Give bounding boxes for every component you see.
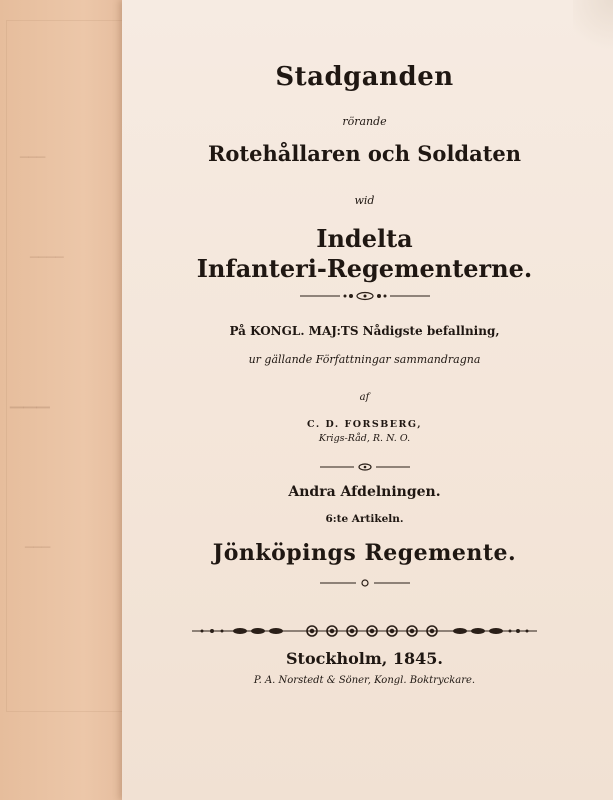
ornament-rule-icon bbox=[300, 290, 430, 302]
ornament-band bbox=[142, 623, 587, 639]
show-through-mark: ─── bbox=[20, 150, 46, 166]
compiled-line: ur gällande Författningar sammandragna bbox=[248, 353, 481, 366]
author-credentials: Krigs-Råd, R. N. O. bbox=[318, 433, 411, 444]
authority-line: På KONGL. MAJ:TS Nådigste befallning, bbox=[229, 324, 500, 338]
ornament-divider bbox=[142, 577, 587, 589]
title-page bbox=[122, 0, 613, 800]
show-through-mark: ─── bbox=[25, 540, 51, 556]
section-line: Andra Afdelningen. bbox=[288, 484, 441, 500]
show-through-mark: ──── bbox=[30, 250, 64, 266]
ornament-divider bbox=[142, 461, 587, 473]
underlying-page bbox=[0, 0, 140, 800]
by-line: af bbox=[359, 392, 370, 403]
subject-line: Rotehållaren och Soldaten bbox=[207, 141, 522, 166]
printer-line: P. A. Norstedt & Söner, Kongl. Boktryckare. bbox=[253, 675, 476, 686]
article-line: 6:te Artikeln. bbox=[325, 513, 404, 525]
floral-ornament-icon bbox=[192, 623, 537, 639]
connector-rorande: rörande bbox=[342, 115, 387, 128]
connector-wid: wid bbox=[354, 194, 375, 207]
ornament-rule-icon bbox=[320, 577, 410, 589]
author-name: C. D. FORSBERG, bbox=[306, 419, 423, 430]
ornament-divider bbox=[142, 290, 587, 302]
regiment-title: Jönköpings Regemente. bbox=[212, 540, 517, 566]
heading-indelta: Indelta bbox=[316, 224, 413, 253]
show-through-mark: ─── bbox=[10, 395, 50, 421]
ornament-rule-icon bbox=[320, 461, 410, 473]
heading-infanteri: Infanteri-Regementerne. bbox=[196, 254, 533, 283]
imprint-line: Stockholm, 1845. bbox=[286, 649, 443, 668]
book-title: Stadganden bbox=[275, 62, 454, 92]
